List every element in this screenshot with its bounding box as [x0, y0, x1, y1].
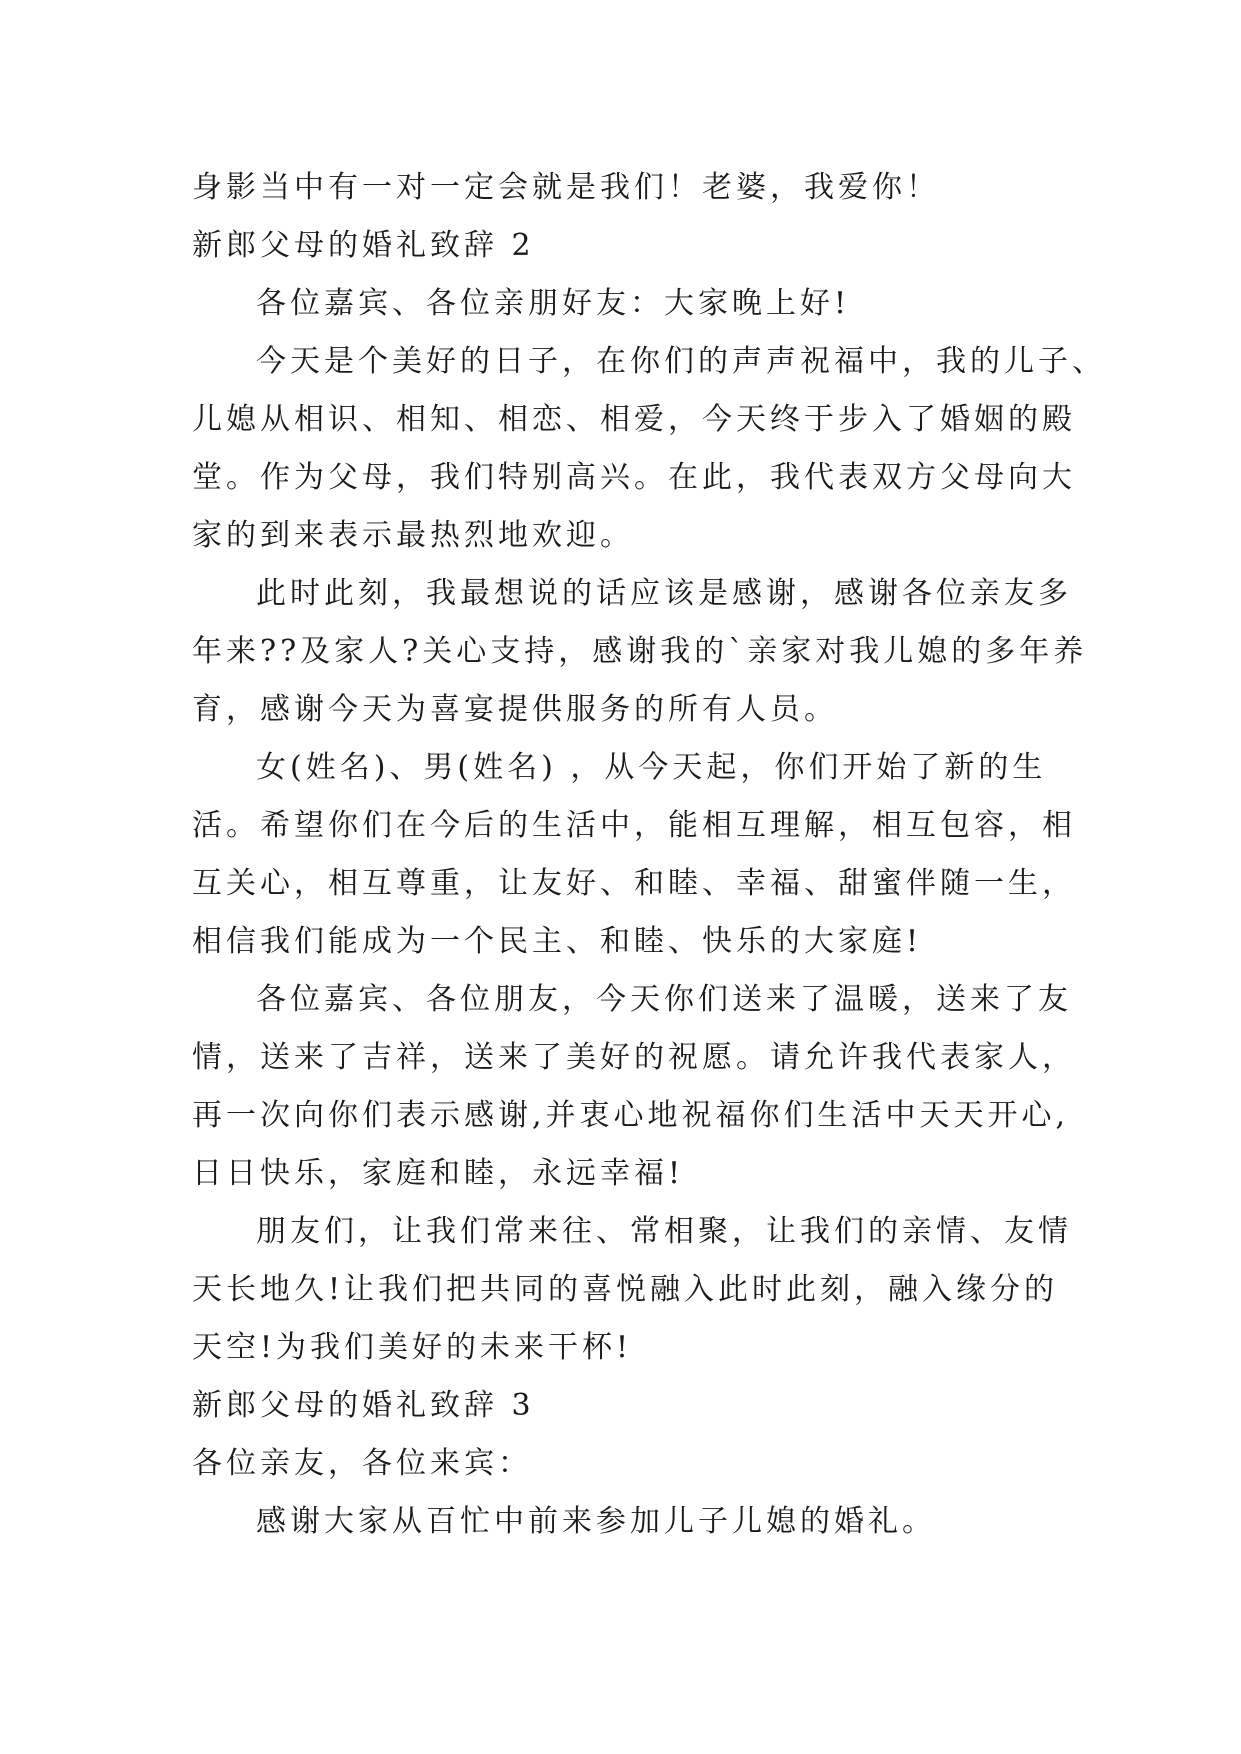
paragraph-line: 天长地久!让我们把共同的喜悦融入此时此刻，融入缘分的: [192, 1272, 1059, 1307]
paragraph-line: 女(姓名)、男(姓名) ，从今天起，你们开始了新的生: [256, 750, 1047, 785]
paragraph-line: 日日快乐，家庭和睦，永远幸福!: [192, 1156, 685, 1191]
paragraph-line: 再一次向你们表示感谢,并衷心地祝福你们生活中天天开心,: [192, 1098, 1070, 1133]
paragraph-line: 朋友们，让我们常来往、常相聚，让我们的亲情、友情: [256, 1214, 1072, 1249]
greeting-line: 各位亲友，各位来宾：: [192, 1446, 532, 1481]
paragraph-line: 年来??及家人?关心支持，感谢我的`亲家对我儿媳的多年养: [192, 634, 1088, 669]
paragraph-line: 活。希望你们在今后的生活中，能相互理解，相互包容，相: [192, 808, 1076, 843]
paragraph-line: 儿媳从相识、相知、相恋、相爱，今天终于步入了婚姻的殿: [192, 402, 1076, 437]
paragraph-line: 天空!为我们美好的未来干杯!: [192, 1330, 633, 1365]
paragraph-line: 感谢大家从百忙中前来参加儿子儿媳的婚礼。: [256, 1504, 936, 1539]
paragraph-line: 此时此刻，我最想说的话应该是感谢，感谢各位亲友多: [256, 576, 1072, 611]
paragraph-line: 相信我们能成为一个民主、和睦、快乐的大家庭!: [192, 924, 923, 959]
paragraph-line: 堂。作为父母，我们特别高兴。在此，我代表双方父母向大: [192, 460, 1076, 495]
greeting-line: 各位嘉宾、各位亲朋好友：大家晚上好!: [256, 286, 851, 321]
section-heading-2: 新郎父母的婚礼致辞 2: [192, 228, 535, 263]
section-heading-3: 新郎父母的婚礼致辞 3: [192, 1388, 535, 1423]
paragraph-line: 今天是个美好的日子，在你们的声声祝福中，我的儿子、: [256, 344, 1106, 379]
paragraph-line: 育，感谢今天为喜宴提供服务的所有人员。: [192, 692, 838, 727]
paragraph-line: 各位嘉宾、各位朋友，今天你们送来了温暖，送来了友: [256, 982, 1072, 1017]
paragraph-line: 家的到来表示最热烈地欢迎。: [192, 518, 634, 553]
paragraph-line: 情，送来了吉祥，送来了美好的祝愿。请允许我代表家人，: [192, 1040, 1076, 1075]
text-line: 身影当中有一对一定会就是我们！老婆，我爱你！: [192, 170, 940, 205]
document-body: [192, 159, 1106, 1551]
paragraph-line: 互关心，相互尊重，让友好、和睦、幸福、甜蜜伴随一生，: [192, 866, 1076, 901]
